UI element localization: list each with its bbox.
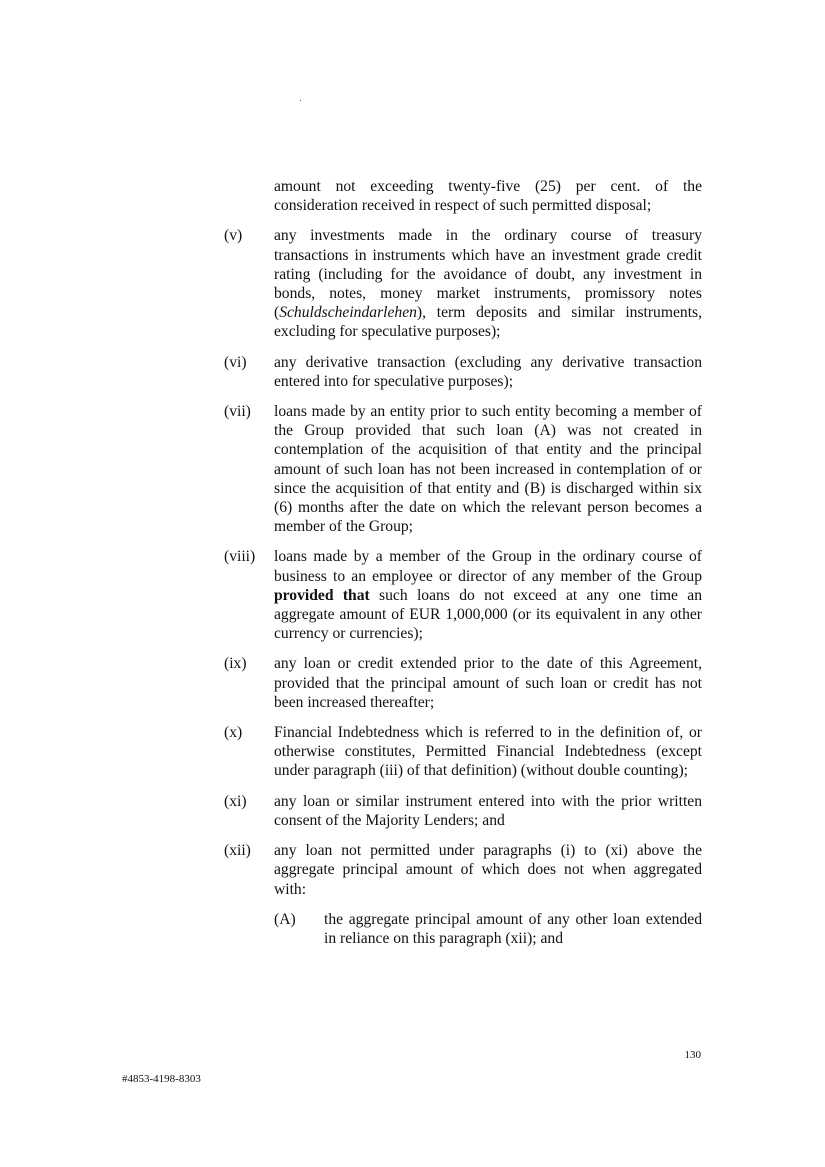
item-label: (vii) (224, 403, 251, 421)
document-reference: #4853-4198-8303 (122, 1073, 201, 1085)
sub-item-label: (A) (274, 910, 296, 928)
item-text: any loan or similar instrument entered into with the prior written consent of the Majority Lenders; and (274, 792, 702, 829)
item-label: (viii) (224, 548, 256, 566)
sub-item-a (274, 910, 702, 948)
list-item-vii (224, 402, 702, 536)
continuation-paragraph: amount not exceeding twenty-five (25) per cent. of the consideration received in respect of such permitted disposal; (274, 178, 702, 215)
item-text: any loan not permitted under paragraphs (i) to (xi) above the aggregate principal amount of which does not when aggregated with: (274, 842, 702, 898)
document-body (224, 177, 702, 959)
list-item-vi (224, 353, 702, 391)
italic-term: Schuldscheindarlehen (279, 304, 417, 322)
item-label: (xii) (224, 842, 251, 860)
list-item-x (224, 723, 702, 781)
sub-item-text: the aggregate principal amount of any other loan extended in reliance on this paragraph (xii); and (324, 910, 702, 947)
list-item-xi (224, 792, 702, 830)
scan-speck (300, 100, 301, 101)
item-text: any investments made in the ordinary course of treasury transactions in instruments which have an investment grade credit rating (including for the avoidance of doubt, any investment in bonds, notes, money market instruments, promissory notes (Schuldscheindarlehen), term deposits and similar instruments, excluding for speculative purposes); (274, 227, 702, 341)
item-label: (x) (224, 724, 243, 742)
item-text: loans made by an entity prior to such entity becoming a member of the Group provided that such loan (A) was not created in contemplation of the acquisition of that entity and the principal amount of such loan has not been increased in contemplation of or since the acquisition of that entity and (B) is discharged within six (6) months after the date on which the relevant person becomes a member of the Group; (274, 403, 702, 536)
list-item-v (224, 226, 702, 341)
bold-term: provided that (274, 586, 370, 604)
item-label: (xi) (224, 792, 247, 810)
list-item-xii (224, 841, 702, 948)
item-text: any derivative transaction (excluding any derivative transaction entered into for speculative purposes); (274, 353, 702, 390)
item-label: (vi) (224, 353, 247, 371)
item-text: loans made by a member of the Group in the ordinary course of business to an employee or director of any member of the Group provided that such loans do not exceed at any one time an aggregate amount of EUR 1,000,000 (or its equivalent in any other currency or currencies); (274, 548, 703, 643)
item-text: Financial Indebtedness which is referred to in the definition of, or otherwise constitutes, Permitted Financial Indebtedness (except under paragraph (iii) of that definition) (without double counting); (274, 724, 702, 780)
item-label: (ix) (224, 655, 247, 673)
item-label: (v) (224, 227, 243, 245)
page-number: 130 (684, 1049, 701, 1061)
list-item-ix (224, 654, 702, 712)
item-text: any loan or credit extended prior to the date of this Agreement, provided that the principal amount of such loan or credit has not been increased thereafter; (274, 655, 702, 711)
item-body (274, 841, 702, 948)
list-item-viii (224, 547, 702, 643)
